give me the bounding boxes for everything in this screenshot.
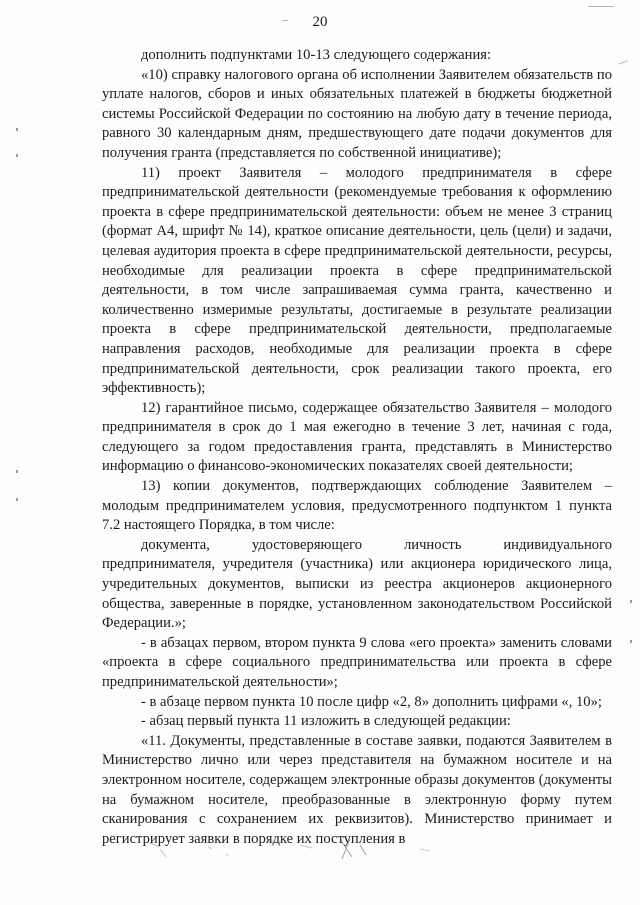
paragraph: «10) справку налогового органа об исполнении Заявителем обязательств по уплате налогов, сборов и иных обязательных платежей в бюджеты бюджетной системы Российской Федерации по состоянию на любую дату в течение периода, равного 30 календарным дням, предшествующего дате подачи документов для получения гранта (представляется по собственной инициативе);: [102, 66, 612, 161]
paragraph: - в абзацах первом, втором пункта 9 слова «его проекта» заменить словами «проекта в сфере социального предпринимательства или проекта в сфере предпринимательской деятельности»;: [102, 634, 612, 690]
paragraph: документа, удостоверяющего личность индивидуального предпринимателя, учредителя (участника) или акционера юридического лица, учредительных документов, выписки из реестра акционеров акционерного общества, заверенные в порядке, установленном законодательством Российской Федерации.»;: [102, 536, 612, 632]
scan-mark: [630, 600, 632, 603]
scan-mark: [16, 128, 18, 131]
scan-noise: [0, 835, 640, 875]
paragraph: «11. Документы, представленные в составе заявки, подаются Заявителем в Министерство лично или через представителя на бумажном носителе и на электронном носителе, содержащем электронные образы документов (документы на бумажном носителе, преобразованные в электронную форму путем сканирования с сохранением их реквизитов). Министерство принимает и регистрирует заявки в порядке их поступления в: [102, 732, 612, 847]
paragraph: дополнить подпунктами 10-13 следующего содержания:: [141, 47, 492, 63]
scan-mark: [630, 640, 632, 643]
paragraph: 11) проект Заявителя – молодого предпринимателя в сфере предпринимательской деятельности (рекомендуемые требования к оформлению проекта в сфере предпринимательской деятельности: объем не менее 3 страниц (формат А4, шрифт № 14), краткое описание деятельности, цель (цели) и задачи, целевая аудитория проекта в сфере предпринимательской деятельности, ресурсы, необходимые для реализации проекта в сфере предпринимательской деятельности, в том числе запрашиваемая сумма гранта, качественно и количественно измеримые результаты, достигаемые в результате реализации проекта в сфере предпринимательской деятельности, предполагаемые направления расходов, необходимые для реализации проекта в сфере предпринимательской деятельности, срок реализации такого проекта, его эффективность);: [102, 164, 612, 397]
scan-mark: [588, 6, 614, 7]
paragraph: - в абзаце первом пункта 10 после цифр «2, 8» дополнить цифрами «, 10»;: [141, 693, 602, 710]
scan-mark: [16, 154, 18, 157]
scan-mark: [16, 498, 18, 501]
paragraph: - абзац первый пункта 11 изложить в следующей редакции:: [141, 713, 511, 730]
paragraph: 12) гарантийное письмо, содержащее обязательство Заявителя – молодого предпринимателя в срок до 1 мая ежегодно в течение 3 лет, начиная с года, следующего за годом предоставления гранта, представлять в Министерство информацию о финансово-экономических показателях своей деятельности;: [102, 399, 612, 475]
document-body: [102, 46, 612, 849]
page-number: 20: [312, 14, 328, 30]
paragraph: 13) копии документов, подтверждающих соблюдение Заявителем – молодым предпринимателем условия, предусмотренного подпунктом 1 пункта 7.2 настоящего Порядка, в том числе:: [102, 478, 612, 534]
scan-mark: [618, 60, 628, 64]
scan-mark: [16, 470, 18, 473]
scan-mark: [282, 20, 288, 21]
